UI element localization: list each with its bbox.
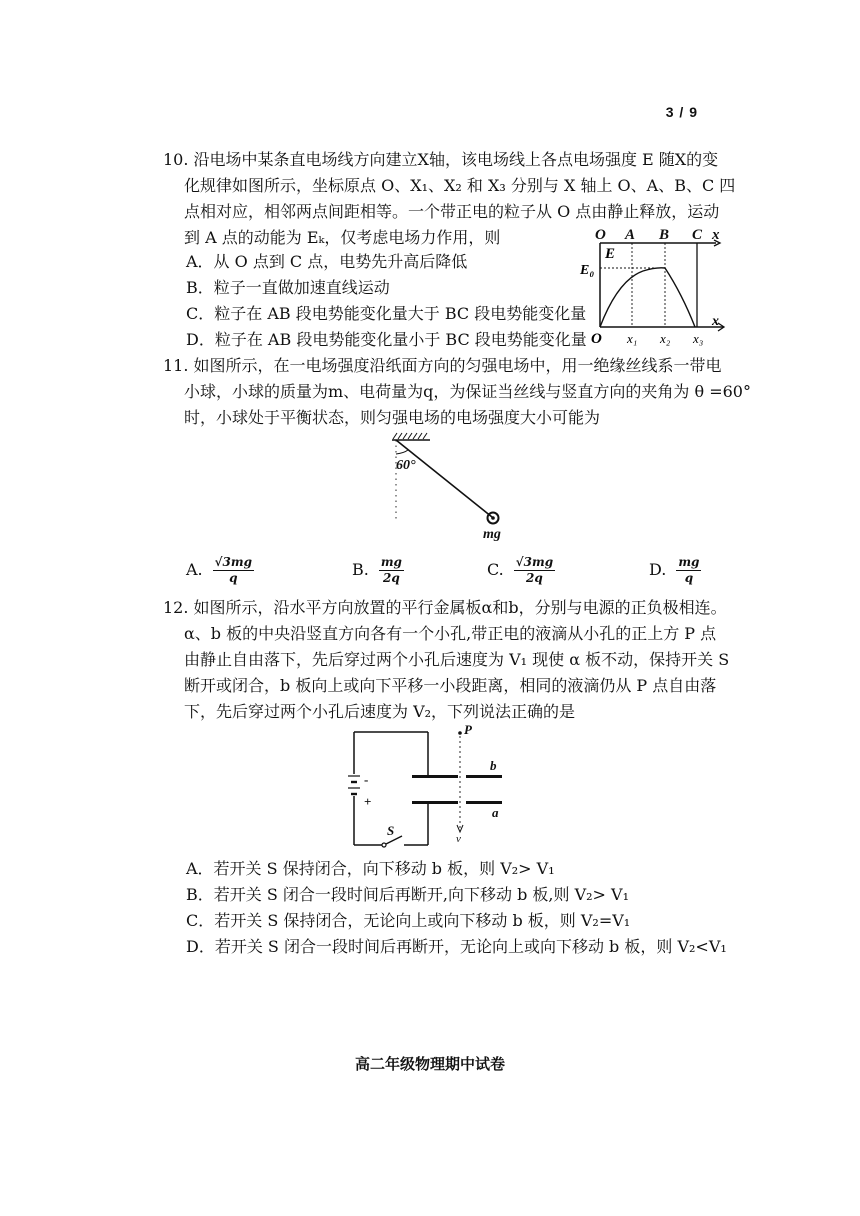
question-10-line-1: 10. 沿电场中某条直电场线方向建立X轴，该电场线上各点电场强度 E 随X的变 bbox=[163, 150, 719, 169]
plate-b-left bbox=[412, 775, 458, 778]
q10-option-d: D．粒子在 AB 段电势能变化量小于 BC 段电势能变化量 bbox=[186, 330, 587, 349]
q11-option-d: D. $\frac{mg}{q}$ bbox=[649, 555, 700, 585]
switch-s-label: S bbox=[387, 823, 395, 838]
graph-x1: x₁ bbox=[627, 331, 638, 346]
battery-plus: + bbox=[364, 794, 372, 809]
plate-b-right bbox=[466, 775, 502, 778]
battery-minus: - bbox=[364, 772, 369, 787]
question-10-body: 化规律如图所示，坐标原点 O、X₁、X₂ 和 X₃ 分别与 X 轴上 O、A、B、C 四 点相对应，相邻两点间距相等。一个带正电的粒子从 O 点由静止释放，运动 到 A 点的动能为 Eₖ，仅考虑电场力作用，则 bbox=[184, 176, 736, 247]
q12-option-b: B．若开关 S 闭合一段时间后再断开,向下移动 b 板,则 V₂> V₁ bbox=[186, 885, 629, 904]
question-10-options bbox=[186, 249, 587, 353]
q11-pendulum-figure bbox=[380, 432, 520, 547]
q11-option-b: B. $\frac{mg}{2q}$ bbox=[352, 555, 402, 585]
plate-a-label: a bbox=[492, 805, 499, 820]
question-11-body: 小球，小球的质量为m、电荷量为q，为保证当丝线与竖直方向的夹角为 θ =60° 时，小球处于平衡状态，则匀强电场的电场强度大小可能为 bbox=[184, 382, 751, 427]
graph-top-label-a: A bbox=[625, 227, 636, 243]
q12-option-c: C．若开关 S 保持闭合，无论向上或向下移动 b 板，则 V₂=V₁ bbox=[186, 911, 631, 930]
question-10 bbox=[163, 147, 718, 173]
graph-top-label-c: C bbox=[692, 227, 703, 243]
question-12-options bbox=[186, 856, 727, 960]
q10-option-b: B．粒子一直做加速直线运动 bbox=[186, 278, 390, 297]
question-12-body: α、b 板的中央沿竖直方向各有一个小孔,带正电的液滴从小孔的正上方 P 点 由静止自由落下，先后穿过两个小孔后速度为 V₁ 现使 α 板不动，保持开关 S 断开或闭合，b 板向上或向下平移一小段距离，相同的液滴仍从 P 点自由落 下，先后穿过两个小孔后速度为 V₂，下列说法正确的是 bbox=[184, 624, 730, 721]
q12-option-a: A．若开关 S 保持闭合，向下移动 b 板，则 V₂> V₁ bbox=[186, 859, 555, 878]
graph-origin: O bbox=[591, 331, 602, 347]
q10-option-a: A．从 O 点到 C 点，电势先升高后降低 bbox=[186, 252, 468, 271]
q12-option-d: D．若开关 S 闭合一段时间后再断开，无论向上或向下移动 b 板，则 V₂<V₁ bbox=[186, 937, 727, 956]
page-number: 3 / 9 bbox=[665, 104, 698, 120]
graph-top-label-x: x bbox=[712, 227, 720, 243]
graph-x3: x₃ bbox=[693, 331, 704, 346]
question-11: 11. 如图所示，在一电场强度沿纸面方向的匀强电场中，用一绝缘丝线系一带电 bbox=[163, 356, 722, 375]
q10-option-c: C．粒子在 AB 段电势能变化量大于 BC 段电势能变化量 bbox=[186, 304, 587, 323]
question-11-number: 11. bbox=[163, 356, 189, 375]
weight-label: mg bbox=[483, 527, 501, 542]
graph-x2: x₂ bbox=[660, 331, 671, 346]
page-footer: 高二年级物理期中试卷 bbox=[354, 1056, 505, 1073]
graph-top-label-o: O bbox=[595, 227, 606, 243]
q11-option-a: A. $\frac{√3mg}{q}$ bbox=[186, 555, 252, 585]
q11-option-c: C. $\frac{√3mg}{2q}$ bbox=[487, 555, 554, 585]
question-12-number: 12. bbox=[163, 598, 189, 617]
graph-x-axis: x bbox=[712, 314, 719, 329]
angle-label: 60° bbox=[396, 458, 416, 473]
q10-e-field-graph bbox=[578, 222, 728, 352]
graph-top-label-b: B bbox=[659, 227, 670, 243]
plate-a-left bbox=[412, 801, 458, 804]
q12-capacitor-circuit bbox=[340, 720, 520, 850]
plate-a-right bbox=[466, 801, 502, 804]
point-p-label: P bbox=[464, 722, 472, 737]
plate-b-label: b bbox=[490, 758, 497, 773]
graph-e0-label: E₀ bbox=[580, 263, 595, 278]
velocity-label: v bbox=[456, 833, 461, 845]
graph-axis-e: E bbox=[605, 246, 616, 262]
question-10-number: 10. bbox=[163, 150, 189, 169]
question-12: 12. 如图所示，沿水平方向放置的平行金属板α和b，分别与电源的正负极相连。 bbox=[163, 598, 727, 617]
